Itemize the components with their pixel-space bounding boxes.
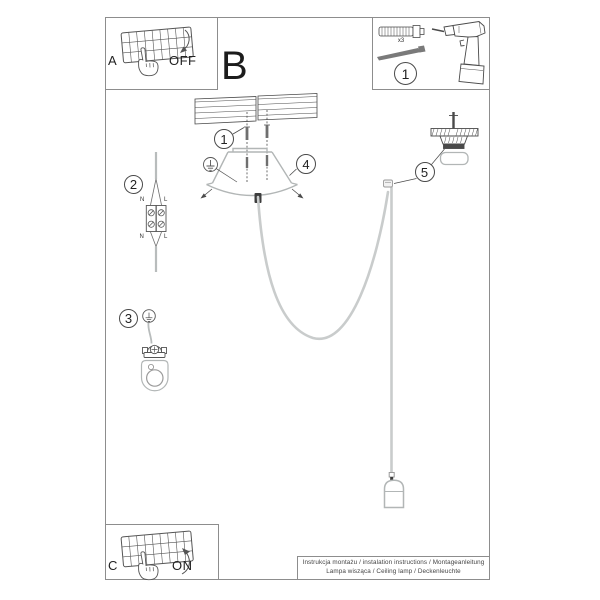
cable-hook	[384, 180, 393, 187]
ground-symbol-icon	[204, 158, 238, 183]
ceiling-planks	[195, 94, 317, 125]
terminal-label-top-l: L	[164, 196, 168, 203]
ceiling-hook-assembly	[394, 112, 478, 184]
footer-line-1: Instrukcja montażu / instalation instructions / Montageanleitung	[302, 558, 485, 566]
panel-a-label: A	[108, 53, 117, 68]
terminal-label-bottom-l: L	[164, 233, 168, 240]
release-arrows	[201, 189, 304, 199]
terminal-label-top-n: N	[140, 196, 145, 203]
step1-pointer-line	[233, 128, 244, 135]
terminal-label-bottom-n: N	[139, 233, 144, 240]
strain-relief-assembly	[142, 310, 169, 391]
step-circle-4: 4	[296, 154, 316, 174]
step-circle-3: 3	[119, 309, 138, 328]
panel-a-state-off: OFF	[169, 53, 197, 68]
step-circle-2: 2	[124, 175, 143, 194]
wall-plug-icon	[379, 26, 424, 38]
panel-c-label: C	[108, 558, 118, 573]
anchor-quantity-label: x3	[397, 38, 405, 44]
canopy	[207, 149, 298, 196]
step-circle-1: 1	[214, 129, 234, 149]
footer-line-2: Lampa wisząca / Ceiling lamp / Deckenleuchte	[326, 567, 461, 575]
step-circle-5: 5	[415, 162, 435, 182]
section-b-label: B	[221, 44, 248, 88]
terminal-connector	[146, 152, 166, 272]
panel-c-state-on: ON	[172, 558, 193, 573]
parts-step-circle-1: 1	[394, 62, 417, 85]
cable	[258, 192, 388, 339]
lamp-socket	[385, 473, 404, 508]
step4-pointer-line	[290, 169, 297, 176]
